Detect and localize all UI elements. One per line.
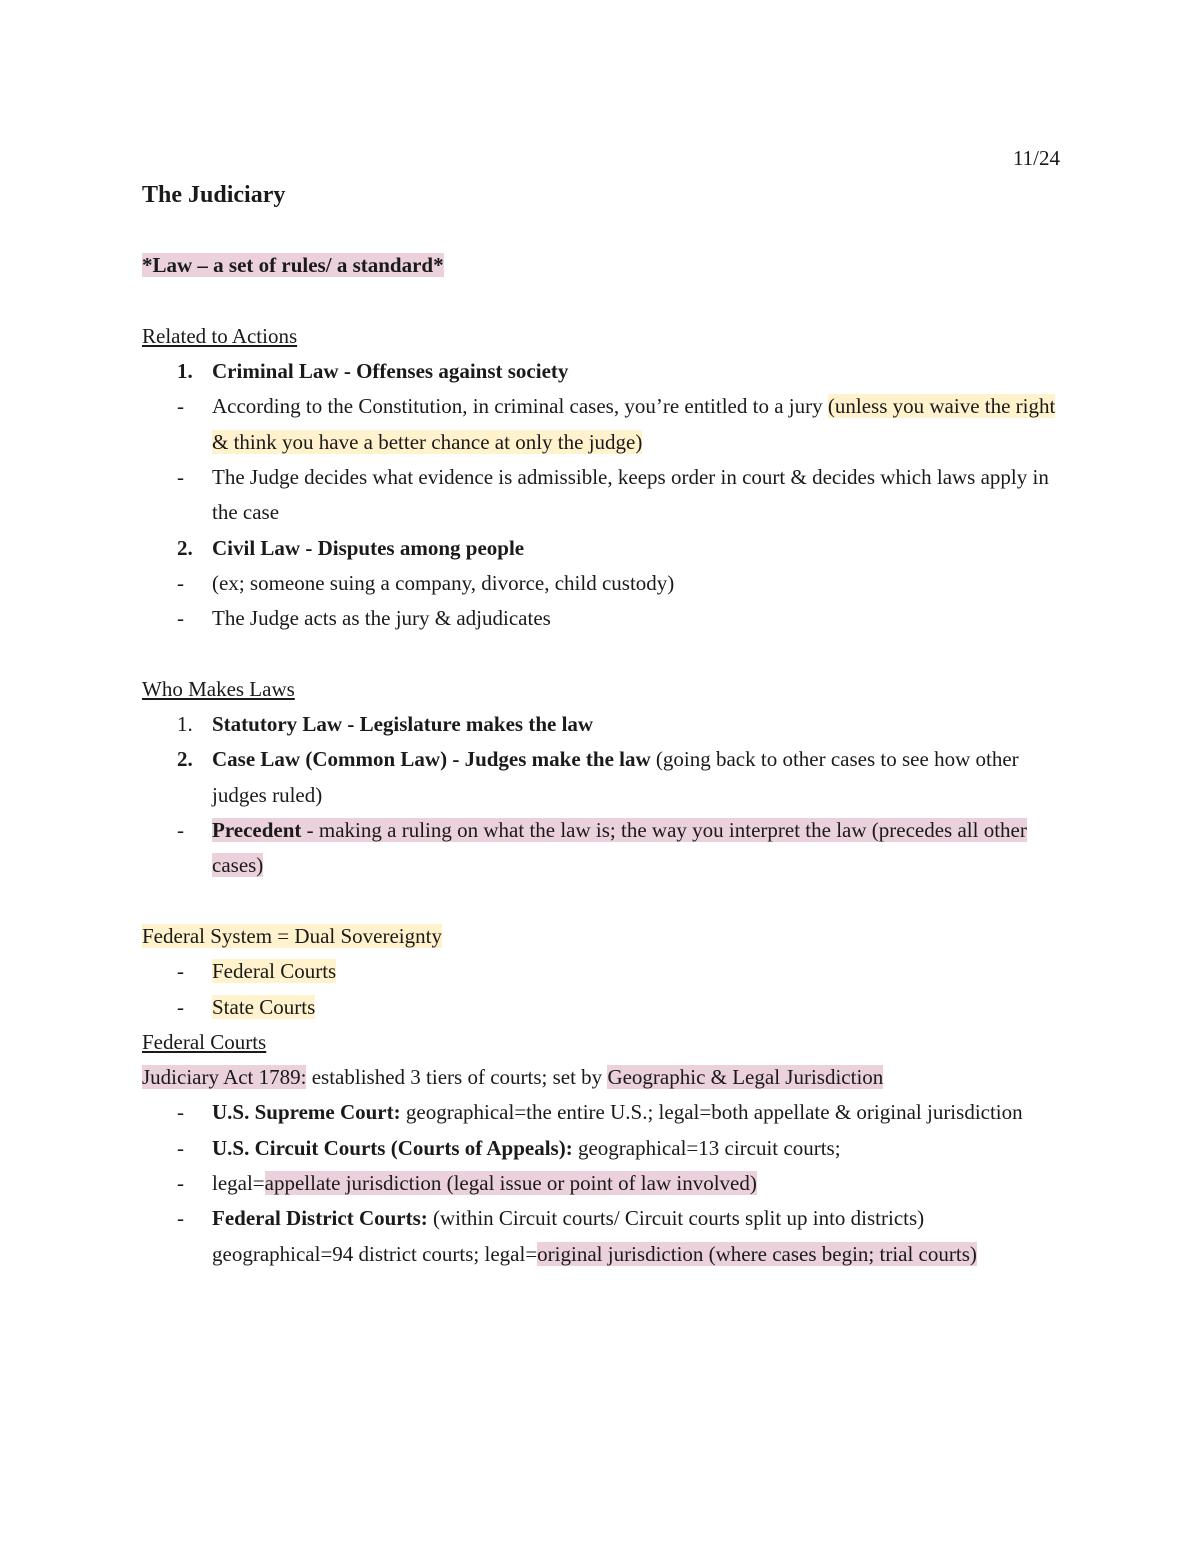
civil-law-label: Civil Law - Disputes among people [212, 535, 525, 560]
district-courts-text: (within Circuit courts/ Circuit courts split up into districts) [427, 1206, 925, 1231]
case-law-label: Case Law (Common Law) - Judges make the law [212, 747, 651, 772]
judiciary-act-text: established 3 tiers of courts; set by [306, 1065, 608, 1090]
law-definition: *Law – a set of rules/ a standard* [142, 253, 444, 278]
judiciary-act-label: Judiciary Act 1789: [142, 1065, 307, 1090]
district-courts-item [142, 1201, 1058, 1236]
precedent-text: - making a ruling on what the law is; the way you interpret the law (precedes all other cases) [212, 818, 1027, 878]
criminal-law-label: Criminal Law - Offenses against society [212, 359, 569, 384]
federal-system-heading: Federal System = Dual Sovereignty [142, 923, 442, 948]
district-courts-label: Federal District Courts: [212, 1206, 428, 1231]
dash-marker: - [177, 394, 184, 419]
criminal-bullet-jury-text: According to the Constitution, in criminal cases, you’re entitled to a jury [212, 394, 828, 419]
dash-marker: - [177, 994, 184, 1019]
statutory-law-item [142, 707, 1058, 742]
dash-marker: - [177, 959, 184, 984]
dash-marker: - [177, 1100, 184, 1125]
dash-marker: - [177, 570, 184, 595]
appellate-jurisdiction-item [142, 1166, 1058, 1201]
district-courts-line2 [142, 1237, 1058, 1272]
dash-marker: - [177, 1171, 184, 1196]
appellate-jurisdiction-highlight: appellate jurisdiction (legal issue or point of law involved) [264, 1171, 757, 1196]
page-title: The Judiciary [142, 182, 286, 208]
precedent-item [142, 813, 1058, 884]
civil-bullet-judge-text: The Judge acts as the jury & adjudicates [212, 606, 551, 631]
list-number: 2. [177, 535, 193, 560]
criminal-bullet-judge-text: The Judge decides what evidence is admissible, keeps order in court & decides which laws apply in the case [212, 465, 1049, 525]
appellate-legal-text: legal= [212, 1171, 265, 1196]
dash-marker: - [177, 1135, 184, 1160]
federal-courts-item-text: Federal Courts [212, 959, 337, 984]
heading-who-makes-laws: Who Makes Laws [142, 676, 295, 701]
date: 11/24 [1012, 146, 1060, 170]
civil-bullet-judge [142, 601, 1058, 636]
circuit-courts-item [142, 1131, 1058, 1166]
list-number: 2. [177, 747, 193, 772]
supreme-court-text: geographical=the entire U.S.; legal=both appellate & original jurisdiction [400, 1100, 1023, 1125]
criminal-bullet-judge [142, 460, 1058, 531]
statutory-law-label: Statutory Law - Legislature makes the law [212, 712, 594, 737]
federal-system-item [142, 954, 1058, 989]
criminal-law-item [142, 354, 1058, 389]
case-law-text: (going back to other cases to see how other judges ruled) [212, 747, 1019, 807]
civil-law-item [142, 531, 1058, 566]
list-number: 1. [177, 712, 193, 737]
judiciary-act-line [142, 1060, 1058, 1095]
dash-marker: - [177, 606, 184, 631]
precedent-label: Precedent [212, 818, 302, 843]
criminal-bullet-jury [142, 389, 1058, 460]
state-courts-item-text: State Courts [212, 994, 316, 1019]
circuit-courts-label: U.S. Circuit Courts (Courts of Appeals): [212, 1135, 573, 1160]
dash-marker: - [177, 1206, 184, 1231]
dash-marker: - [177, 465, 184, 490]
circuit-courts-text: geographical=13 circuit courts; [572, 1135, 841, 1160]
judiciary-act-highlight: Geographic & Legal Jurisdiction [607, 1065, 884, 1090]
case-law-item [142, 742, 1058, 813]
federal-system-item [142, 990, 1058, 1025]
civil-bullet-examples-text: (ex; someone suing a company, divorce, child custody) [212, 570, 675, 595]
supreme-court-label: U.S. Supreme Court: [212, 1100, 401, 1125]
heading-related-to-actions: Related to Actions [142, 323, 298, 348]
heading-federal-courts: Federal Courts [142, 1029, 267, 1054]
supreme-court-item [142, 1095, 1058, 1130]
district-geo-text: geographical=94 district courts; legal= [212, 1241, 538, 1266]
original-jurisdiction-highlight: original jurisdiction (where cases begin; trial courts) [537, 1241, 977, 1266]
dash-marker: - [177, 818, 184, 843]
civil-bullet-examples [142, 566, 1058, 601]
list-number: 1. [177, 359, 193, 384]
criminal-bullet-jury-highlight: (unless you waive the right & think you have a better chance at only the judge) [212, 394, 1056, 454]
notes-content [142, 178, 1058, 1272]
